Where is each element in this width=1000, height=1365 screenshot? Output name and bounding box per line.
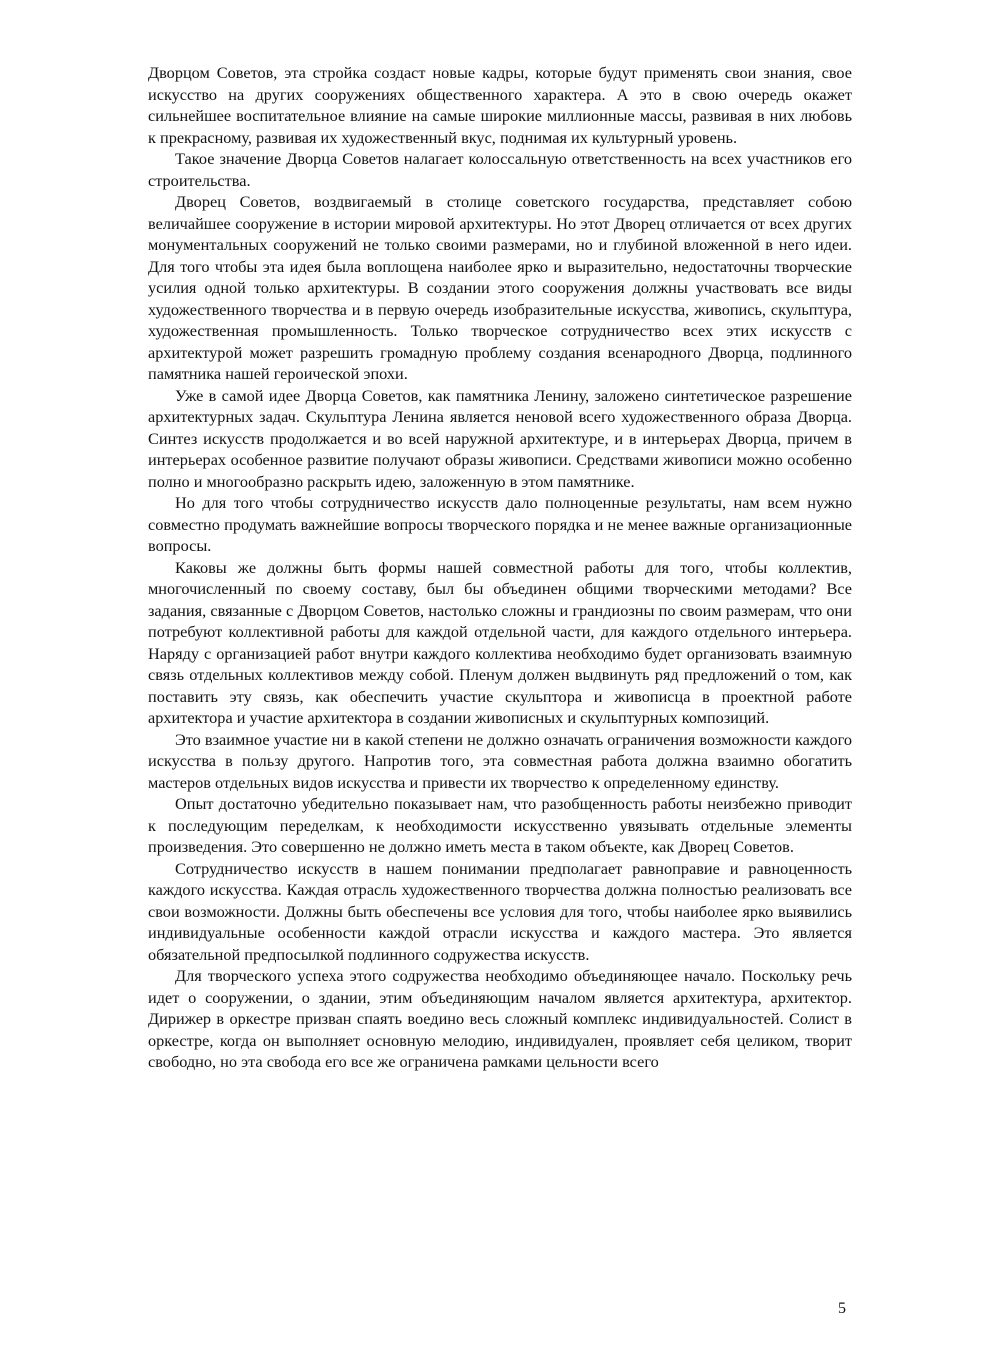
page-number: 5 <box>838 1300 846 1317</box>
paragraph-8: Опыт достаточно убедительно показывает нам, что разобщенность работы неизбежно приводит к последующим переделкам, к необходимости искусственно увязывать отдельные элементы произведения. Это совершенно не должно иметь места в таком объекте, как Дворец Советов. <box>148 794 852 856</box>
body-text <box>148 62 852 1073</box>
paragraph-10: Для творческого успеха этого содружества необходимо объединяющее начало. Поскольку речь идет о сооружении, о здании, этим объединяющим началом является архитектура, архитектор. Дирижер в оркестре призван спаять воедино весь сложный комплекс индивидуальностей. Солист в оркестре, когда он выполняет основную мелодию, индивидуален, проявляет себя целиком, творит свободно, но эта свобода его все же ограничена рамками цельности всего <box>148 966 852 1071</box>
paragraph-5: Но для того чтобы сотрудничество искусств дало полноценные результаты, нам всем нужно совместно продумать важнейшие вопросы творческого порядка и не менее важные организационные вопросы. <box>148 493 852 555</box>
paragraph-7: Это взаимное участие ни в какой степени не должно означать ограничения возможности каждого искусства в пользу другого. Напротив того, эта совместная работа должна взаимно обогатить мастеров отдельных видов искусства и привести их творчество к определенному единству. <box>148 729 852 792</box>
paragraph-6: Каковы же должны быть формы нашей совместной работы для того, чтобы коллектив, многочисленный по своему составу, был бы объединен общими творческими методами? Все задания, связанные с Дворцом Советов, настолько сложны и грандиозны по своим размерам, что они потребуют коллективной работы для каждой отдельной части, для каждого отдельного интерьера. Наряду с организацией работ внутри каждого коллектива необходимо будет организовать взаимную связь отдельных коллективов между собой. Пленум должен выдвинуть ряд предложений о том, как поставить эту связь, как обеспечить участие скульптора и живописца в проектной работе архитектора и участие архитектора в создании живописных и скульптурных композиций. <box>148 557 852 727</box>
paragraph-1: Дворцом Советов, эта стройка создаст новые кадры, которые будут применять свои знания, свое искусство на других сооружениях общественного характера. А это в свою очередь окажет сильнейшее воспитательное влияние на самые широкие миллионные массы, развивая в них любовь к прекрасному, развивая их художественный вкус, поднимая их культурный уровень. <box>148 63 852 147</box>
paragraph-3: Дворец Советов, воздвигаемый в столице советского государства, представляет собою величайшее сооружение в истории мировой архитектуры. Но этот Дворец отличается от всех других монументальных сооружений не только своими размерами, но и глубиной вложенной в него идеи. Для того чтобы эта идея была воплощена наиболее ярко и выразительно, недостаточны творческие усилия одной только архитектуры. В создании этого сооружения должны участвовать все виды художественного творчества и в первую очередь изобразительные искусства, живопись, скульптура, художественная промышленность. Только творческое сотрудничество всех этих искусств с архитектурой может разрешить громадную проблему создания всенародного Дворца, подлинного памятника нашей героической эпохи. <box>148 192 852 383</box>
paragraph-2: Такое значение Дворца Советов налагает колоссальную ответственность на всех участников его строительства. <box>148 149 852 190</box>
paragraph-9: Сотрудничество искусств в нашем понимании предполагает равноправие и равноценность каждого искусства. Каждая отрасль художественного творчества должна полностью реализовать все свои возможности. Должны быть обеспечены все условия для того, чтобы наиболее ярко выявились индивидуальные особенности каждой отрасли искусства и каждого мастера. Это является обязательной предпосылкой подлинного содружества искусств. <box>148 858 852 964</box>
paragraph-4: Уже в самой идее Дворца Советов, как памятника Ленину, заложено синтетическое разрешение архитектурных задач. Скульптура Ленина является неновой всего художественного образа Дворца. Синтез искусств продолжается и во всей наружной архитектуре, и в интерьерах Дворца, причем в интерьерах особенное развитие получают образы живописи. Средствами живописи можно особенно полно и многообразно раскрыть идею, заложенную в этом памятнике. <box>148 385 852 491</box>
